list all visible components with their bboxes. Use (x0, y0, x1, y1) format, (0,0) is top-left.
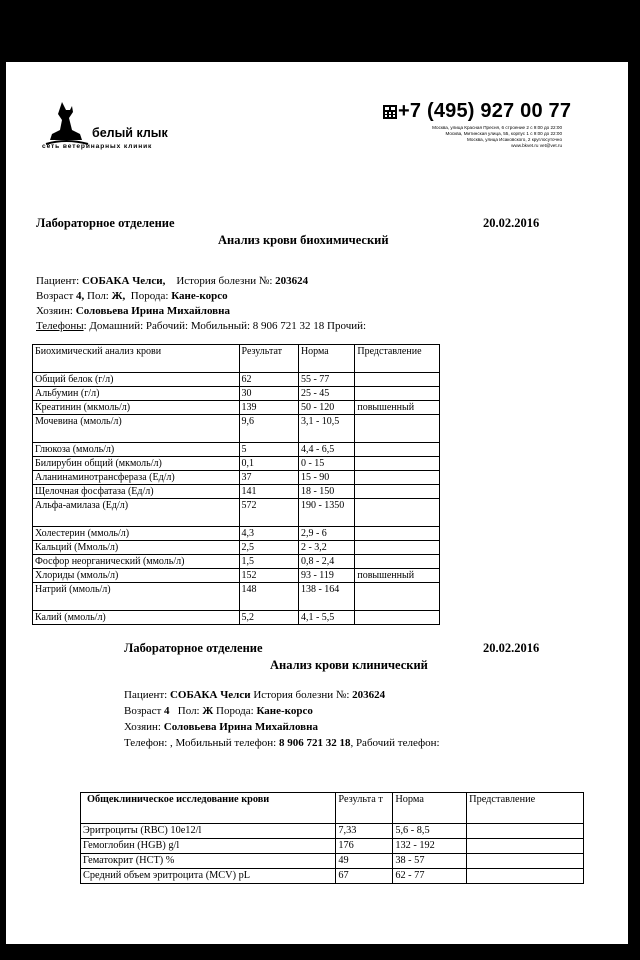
analyte-representation (355, 541, 440, 555)
analyte-representation (355, 555, 440, 569)
table-row (33, 569, 440, 583)
analyte-result: 0,1 (239, 457, 298, 471)
analysis-date: 20.02.2016 (483, 641, 540, 655)
analyte-name: Креатинин (мкмоль/л) (33, 401, 240, 415)
column-header: Норма (393, 793, 467, 824)
age-sex-breed-line: Возраст 4 Пол: Ж Порода: Кане-корсо (124, 705, 313, 717)
analyte-name: Калий (ммоль/л) (33, 611, 240, 625)
analyte-name: Глюкоза (ммоль/л) (33, 443, 240, 457)
analyte-representation (467, 824, 584, 839)
analyte-norm: 0 - 15 (298, 457, 354, 471)
analyte-result: 5 (239, 443, 298, 457)
analyte-name: Аланинаминотрансфераза (Ед/л) (33, 471, 240, 485)
clinical-table (80, 792, 584, 884)
analyte-representation (355, 527, 440, 541)
column-header: Норма (298, 345, 354, 373)
analyte-representation (355, 387, 440, 401)
analyte-name: Эритроциты (RBC) 10e12/l (81, 824, 336, 839)
analyte-result: 176 (336, 839, 393, 854)
analyte-result: 9,6 (239, 415, 298, 443)
analyte-name: Мочевина (ммоль/л) (33, 415, 240, 443)
analyte-norm: 4,4 - 6,5 (298, 443, 354, 457)
analyte-norm: 0,8 - 2,4 (298, 555, 354, 569)
table-header-row (81, 793, 584, 824)
analyte-name: Альфа-амилаза (Ед/л) (33, 499, 240, 527)
analyte-name: Гемоглобин (HGB) g/l (81, 839, 336, 854)
analyte-norm: 2,9 - 6 (298, 527, 354, 541)
analysis-title: Анализ крови клинический (270, 658, 428, 672)
analyte-norm: 4,1 - 5,5 (298, 611, 354, 625)
table-row (81, 824, 584, 839)
column-header: Результа т (336, 793, 393, 824)
analyte-representation (467, 839, 584, 854)
column-header: Результат (239, 345, 298, 373)
analyte-representation (355, 499, 440, 527)
analyte-name: Хлориды (ммоль/л) (33, 569, 240, 583)
analyte-norm: 93 - 119 (298, 569, 354, 583)
clinic-contacts (376, 100, 572, 160)
analyte-norm: 132 - 192 (393, 839, 467, 854)
analyte-norm: 190 - 1350 (298, 499, 354, 527)
analyte-result: 2,5 (239, 541, 298, 555)
analyte-name: Кальций (Ммоль/л) (33, 541, 240, 555)
owner-line: Хозяин: Соловьева Ирина Михайловна (36, 305, 230, 317)
column-header: Биохимический анализ крови (33, 345, 240, 373)
analyte-representation (355, 471, 440, 485)
analyte-result: 7,33 (336, 824, 393, 839)
table-row (33, 499, 440, 527)
website-email-line: www.bkvet.ru vet@vet.ru (511, 143, 562, 148)
analyte-norm: 62 - 77 (393, 869, 467, 884)
analyte-result: 5,2 (239, 611, 298, 625)
table-row (33, 611, 440, 625)
table-row (33, 471, 440, 485)
table-row (33, 541, 440, 555)
patient-line: Пациент: СОБАКА Челси История болезни №: 203624 (124, 689, 386, 701)
analyte-name: Щелочная фосфатаза (Ед/л) (33, 485, 240, 499)
analysis-date: 20.02.2016 (483, 216, 540, 230)
analyte-result: 30 (239, 387, 298, 401)
table-header-row (33, 345, 440, 373)
table-row (33, 583, 440, 611)
analyte-norm: 25 - 45 (298, 387, 354, 401)
column-header: Общеклиническое исследование крови (81, 793, 336, 824)
analyte-norm: 18 - 150 (298, 485, 354, 499)
table-row (81, 854, 584, 869)
phone-line: Телефон: , Мобильный телефон: 8 906 721 32 18, Рабочий телефон: (124, 737, 440, 749)
owner-line: Хозяин: Соловьева Ирина Михайловна (124, 721, 318, 733)
analyte-result: 1,5 (239, 555, 298, 569)
analyte-result: 141 (239, 485, 298, 499)
analyte-result: 4,3 (239, 527, 298, 541)
analyte-representation: повышенный (355, 401, 440, 415)
table-row (33, 401, 440, 415)
biochem-table (32, 344, 440, 625)
table-row (33, 373, 440, 387)
analyte-norm: 5,6 - 8,5 (393, 824, 467, 839)
table-row (33, 443, 440, 457)
logo-subtitle: сеть ветеринарных клиник (42, 143, 153, 150)
table-row (33, 387, 440, 401)
column-header: Представление (355, 345, 440, 373)
analyte-name: Фосфор неорганический (ммоль/л) (33, 555, 240, 569)
analyte-representation (355, 611, 440, 625)
analyte-representation (467, 869, 584, 884)
analyte-norm: 15 - 90 (298, 471, 354, 485)
analyte-representation (355, 457, 440, 471)
dog-logo-icon (42, 100, 90, 146)
analyte-norm: 50 - 120 (298, 401, 354, 415)
analyte-representation (355, 443, 440, 457)
analyte-name: Гематокрит (HCT) % (81, 854, 336, 869)
table-row (33, 415, 440, 443)
table-row (33, 485, 440, 499)
analyte-name: Общий белок (г/л) (33, 373, 240, 387)
table-row (33, 457, 440, 471)
phone-icon (382, 104, 398, 120)
phones-line: Телефоны: Домашний: Рабочий: Мобильный: 8 906 721 32 18 Прочий: (36, 320, 367, 332)
address-line: Москва, улица Красная Пресня, 6 строение 2 с 9:00 до 22:00 (432, 125, 562, 130)
analyte-result: 152 (239, 569, 298, 583)
analyte-result: 49 (336, 854, 393, 869)
table-row (81, 869, 584, 884)
table-row (81, 839, 584, 854)
analyte-representation (355, 373, 440, 387)
analyte-result: 67 (336, 869, 393, 884)
analyte-result: 37 (239, 471, 298, 485)
analyte-representation (355, 583, 440, 611)
table-row (33, 527, 440, 541)
analyte-result: 139 (239, 401, 298, 415)
analyte-norm: 3,1 - 10,5 (298, 415, 354, 443)
address-line: Москва, улица Исаковского, 2 круглосуточно (467, 137, 562, 142)
patient-line: Пациент: СОБАКА Челси, История болезни №: 203624 (36, 275, 309, 287)
analyte-result: 572 (239, 499, 298, 527)
analyte-representation: повышенный (355, 569, 440, 583)
analyte-name: Натрий (ммоль/л) (33, 583, 240, 611)
analysis-title: Анализ крови биохимический (218, 233, 389, 247)
clinic-phone: +7 (495) 927 00 77 (398, 100, 572, 122)
analyte-norm: 55 - 77 (298, 373, 354, 387)
analyte-norm: 2 - 3,2 (298, 541, 354, 555)
logo-name: белый клык (92, 126, 168, 140)
analyte-result: 148 (239, 583, 298, 611)
analyte-representation (467, 854, 584, 869)
document-page (6, 62, 628, 944)
analyte-representation (355, 415, 440, 443)
analyte-norm: 138 - 164 (298, 583, 354, 611)
department-label: Лабораторное отделение (124, 641, 263, 655)
analyte-name: Холестерин (ммоль/л) (33, 527, 240, 541)
analyte-result: 62 (239, 373, 298, 387)
age-sex-breed-line: Возраст 4, Пол: Ж, Порода: Кане-корсо (36, 290, 228, 302)
table-row (33, 555, 440, 569)
analyte-name: Альбумин (г/л) (33, 387, 240, 401)
department-label: Лабораторное отделение (36, 216, 175, 230)
clinic-logo (42, 100, 192, 155)
address-line: Москва, Митинская улица, 55, корпус 1 с 9:00 до 22:00 (445, 131, 562, 136)
column-header: Представление (467, 793, 584, 824)
analyte-name: Билирубин общий (мкмоль/л) (33, 457, 240, 471)
analyte-norm: 38 - 57 (393, 854, 467, 869)
analyte-representation (355, 485, 440, 499)
analyte-name: Средний объем эритроцита (MCV) pL (81, 869, 336, 884)
